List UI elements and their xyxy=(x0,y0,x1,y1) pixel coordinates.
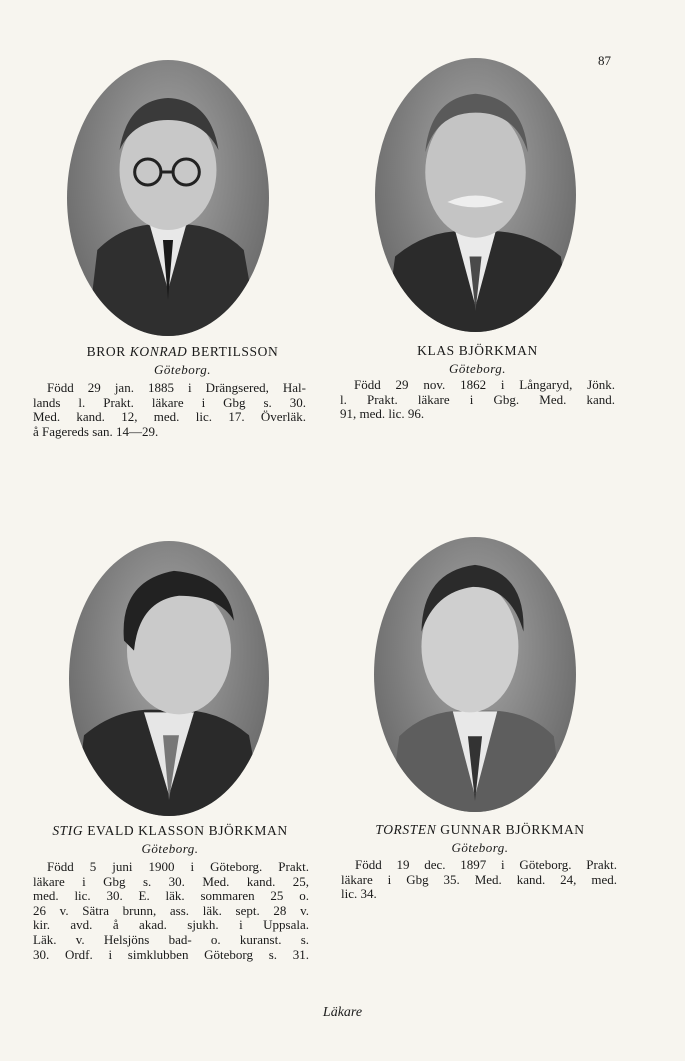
bio-line: läkare i Gbg 35. Med. kand. 24, med. xyxy=(341,871,617,887)
city: Göteborg. xyxy=(451,840,509,855)
bio-line: 26 v. Sätra brunn, ass. läk. sept. 28 v. xyxy=(33,902,309,918)
bio-line: Läk. v. Helsjöns bad- o. kuranst. s. xyxy=(33,931,309,947)
person-name: TORSTEN GUNNAR BJÖRKMAN xyxy=(375,822,585,837)
biography xyxy=(340,378,615,422)
portrait-photo xyxy=(374,537,576,812)
person-name: STIG EVALD KLASSON BJÖRKMAN xyxy=(52,823,288,838)
bio-line: lands l. Prakt. läkare i Gbg s. 30. xyxy=(33,394,306,410)
biography xyxy=(33,860,309,962)
bio-line: 30. Ordf. i simklubben Göteborg s. 31. xyxy=(33,946,309,962)
bio-line: lic. 34. xyxy=(341,886,377,902)
bio-line: 91, med. lic. 96. xyxy=(340,406,425,422)
bio-line: Född 29 nov. 1862 i Långaryd, Jönk. xyxy=(354,377,615,392)
bio-line: å Fagereds san. 14—29. xyxy=(33,423,159,439)
biography xyxy=(341,858,617,902)
city: Göteborg. xyxy=(153,362,212,377)
bio-line: Med. kand. 12, med. lic. 17. Överläk. xyxy=(33,409,306,425)
portrait-photo xyxy=(375,58,576,332)
city: Göteborg. xyxy=(448,361,507,376)
bio-line: med. lic. 30. E. läk. sommaren 25 o. xyxy=(33,888,309,904)
bio-line: kir. avd. å akad. sjukh. i Uppsala. xyxy=(33,917,309,933)
bio-line: Född 5 juni 1900 i Göteborg. Prakt. xyxy=(47,859,309,874)
bio-line: Född 29 jan. 1885 i Drängsered, Hal- xyxy=(47,380,306,395)
bio-line: l. Prakt. läkare i Gbg. Med. kand. xyxy=(340,391,615,407)
bio-line: läkare i Gbg s. 30. Med. kand. 25, xyxy=(33,873,309,889)
person-name: KLAS BJÖRKMAN xyxy=(417,343,538,358)
page-number: 87 xyxy=(598,53,611,68)
person-name: BROR KONRAD BERTILSSON xyxy=(86,344,279,359)
page-footer: Läkare xyxy=(322,1005,363,1020)
portrait-photo xyxy=(69,541,269,816)
portrait-photo xyxy=(67,60,269,336)
bio-line: Född 19 dec. 1897 i Göteborg. Prakt. xyxy=(355,857,617,872)
city: Göteborg. xyxy=(141,841,199,856)
biography xyxy=(33,381,306,439)
